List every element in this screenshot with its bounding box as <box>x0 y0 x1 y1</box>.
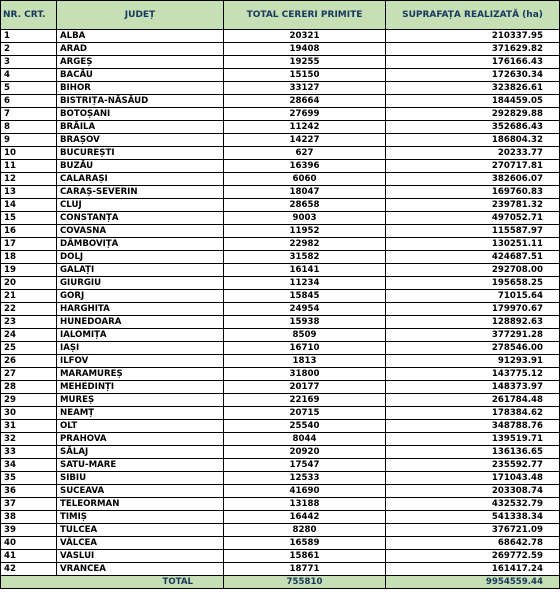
table-row <box>1 485 560 498</box>
suprafata: 186804.32 <box>386 134 560 147</box>
row-number: 13 <box>1 186 57 199</box>
county-name: BRAȘOV <box>57 134 224 147</box>
total-cereri: 17547 <box>224 459 386 472</box>
total-cereri: 20177 <box>224 381 386 394</box>
suprafata: 270717.81 <box>386 160 560 173</box>
suprafata: 176166.43 <box>386 56 560 69</box>
county-name: VASLUI <box>57 550 224 563</box>
row-number: 36 <box>1 485 57 498</box>
suprafata: 203308.74 <box>386 485 560 498</box>
row-number: 31 <box>1 420 57 433</box>
suprafata: 382606.07 <box>386 173 560 186</box>
total-cereri: 8509 <box>224 329 386 342</box>
total-cereri: 24954 <box>224 303 386 316</box>
total-cereri: 12533 <box>224 472 386 485</box>
row-number: 14 <box>1 199 57 212</box>
table-row <box>1 173 560 186</box>
county-name: CONSTANȚA <box>57 212 224 225</box>
suprafata: 541338.34 <box>386 511 560 524</box>
table-row <box>1 95 560 108</box>
header-judet: JUDEȚ <box>57 1 224 30</box>
row-number: 22 <box>1 303 57 316</box>
table-row <box>1 511 560 524</box>
total-cereri: 1813 <box>224 355 386 368</box>
row-number: 20 <box>1 277 57 290</box>
total-cereri: 18771 <box>224 563 386 576</box>
row-number: 39 <box>1 524 57 537</box>
total-cereri: 15861 <box>224 550 386 563</box>
suprafata: 136136.65 <box>386 446 560 459</box>
suprafata: 179970.67 <box>386 303 560 316</box>
total-cereri: 15845 <box>224 290 386 303</box>
row-number: 30 <box>1 407 57 420</box>
row-number: 40 <box>1 537 57 550</box>
county-name: GIURGIU <box>57 277 224 290</box>
table-row <box>1 316 560 329</box>
suprafata: 269772.59 <box>386 550 560 563</box>
table-row <box>1 394 560 407</box>
row-number: 4 <box>1 69 57 82</box>
suprafata: 115587.97 <box>386 225 560 238</box>
table-row <box>1 563 560 576</box>
total-row <box>1 576 560 589</box>
county-name: BISTRIȚA-NĂSĂUD <box>57 95 224 108</box>
total-cereri: 11952 <box>224 225 386 238</box>
table-row <box>1 212 560 225</box>
total-cereri: 15150 <box>224 69 386 82</box>
total-suprafata: 9954559.44 <box>386 576 560 589</box>
table-row <box>1 290 560 303</box>
total-cereri: 19255 <box>224 56 386 69</box>
total-cereri: 16141 <box>224 264 386 277</box>
row-number: 18 <box>1 251 57 264</box>
row-number: 2 <box>1 43 57 56</box>
suprafata: 323826.61 <box>386 82 560 95</box>
row-number: 1 <box>1 30 57 43</box>
header-total-cereri: TOTAL CERERI PRIMITE <box>224 1 386 30</box>
row-number: 35 <box>1 472 57 485</box>
county-name: SATU-MARE <box>57 459 224 472</box>
row-number: 24 <box>1 329 57 342</box>
row-number: 32 <box>1 433 57 446</box>
county-name: HUNEDOARA <box>57 316 224 329</box>
county-name: BOTOȘANI <box>57 108 224 121</box>
county-name: ILFOV <box>57 355 224 368</box>
table-row <box>1 121 560 134</box>
county-name: CALARAȘI <box>57 173 224 186</box>
county-name: ARGEȘ <box>57 56 224 69</box>
county-name: PRAHOVA <box>57 433 224 446</box>
header-row <box>1 1 560 30</box>
table-row <box>1 251 560 264</box>
row-number: 37 <box>1 498 57 511</box>
total-cereri: 8280 <box>224 524 386 537</box>
row-number: 15 <box>1 212 57 225</box>
row-number: 33 <box>1 446 57 459</box>
row-number: 8 <box>1 121 57 134</box>
table-row <box>1 225 560 238</box>
table-row <box>1 30 560 43</box>
total-cereri: 11242 <box>224 121 386 134</box>
total-cereri: 25540 <box>224 420 386 433</box>
county-name: MARAMUREȘ <box>57 368 224 381</box>
suprafata: 169760.83 <box>386 186 560 199</box>
county-name: ALBA <box>57 30 224 43</box>
row-number: 11 <box>1 160 57 173</box>
table-row <box>1 550 560 563</box>
county-name: DOLJ <box>57 251 224 264</box>
total-cereri: 16442 <box>224 511 386 524</box>
total-cereri: 22169 <box>224 394 386 407</box>
total-cereri: 16710 <box>224 342 386 355</box>
county-name: BIHOR <box>57 82 224 95</box>
table-row <box>1 524 560 537</box>
row-number: 5 <box>1 82 57 95</box>
county-name: BRĂILA <box>57 121 224 134</box>
row-number: 19 <box>1 264 57 277</box>
table-row <box>1 147 560 160</box>
suprafata: 20233.77 <box>386 147 560 160</box>
table-row <box>1 342 560 355</box>
county-name: VRANCEA <box>57 563 224 576</box>
table-row <box>1 433 560 446</box>
table-row <box>1 459 560 472</box>
total-cereri: 33127 <box>224 82 386 95</box>
total-cereri: 755810 <box>224 576 386 589</box>
table-row <box>1 498 560 511</box>
row-number: 38 <box>1 511 57 524</box>
total-cereri: 8044 <box>224 433 386 446</box>
total-cereri: 9003 <box>224 212 386 225</box>
county-name: MUREȘ <box>57 394 224 407</box>
table-row <box>1 160 560 173</box>
county-name: VÂLCEA <box>57 537 224 550</box>
table-row <box>1 186 560 199</box>
row-number: 3 <box>1 56 57 69</box>
total-cereri: 31800 <box>224 368 386 381</box>
suprafata: 497052.71 <box>386 212 560 225</box>
suprafata: 352686.43 <box>386 121 560 134</box>
row-number: 16 <box>1 225 57 238</box>
table-row <box>1 381 560 394</box>
county-name: TULCEA <box>57 524 224 537</box>
row-number: 26 <box>1 355 57 368</box>
total-cereri: 28664 <box>224 95 386 108</box>
county-name: BACĂU <box>57 69 224 82</box>
table-row <box>1 355 560 368</box>
total-cereri: 13188 <box>224 498 386 511</box>
total-cereri: 41690 <box>224 485 386 498</box>
suprafata: 178384.62 <box>386 407 560 420</box>
table-row <box>1 43 560 56</box>
county-name: MEHEDINȚI <box>57 381 224 394</box>
suprafata: 292829.88 <box>386 108 560 121</box>
county-name: SĂLAJ <box>57 446 224 459</box>
county-name: SIBIU <box>57 472 224 485</box>
total-cereri: 28658 <box>224 199 386 212</box>
county-name: HARGHITA <box>57 303 224 316</box>
total-cereri: 22982 <box>224 238 386 251</box>
county-name: CARAȘ-SEVERIN <box>57 186 224 199</box>
row-number: 34 <box>1 459 57 472</box>
table-row <box>1 264 560 277</box>
county-name: IAȘI <box>57 342 224 355</box>
table-row <box>1 199 560 212</box>
total-cereri: 16396 <box>224 160 386 173</box>
total-cereri: 20715 <box>224 407 386 420</box>
suprafata: 130251.11 <box>386 238 560 251</box>
county-name: NEAMȚ <box>57 407 224 420</box>
suprafata: 292708.00 <box>386 264 560 277</box>
row-number: 41 <box>1 550 57 563</box>
row-number: 23 <box>1 316 57 329</box>
suprafata: 68642.78 <box>386 537 560 550</box>
row-number: 17 <box>1 238 57 251</box>
total-cereri: 11234 <box>224 277 386 290</box>
suprafata: 172630.34 <box>386 69 560 82</box>
total-label: TOTAL <box>1 576 224 589</box>
table-row <box>1 407 560 420</box>
suprafata: 235592.77 <box>386 459 560 472</box>
county-name: DÂMBOVIȚA <box>57 238 224 251</box>
county-name: ARAD <box>57 43 224 56</box>
county-name: CLUJ <box>57 199 224 212</box>
suprafata: 148373.97 <box>386 381 560 394</box>
suprafata: 376721.09 <box>386 524 560 537</box>
total-cereri: 20920 <box>224 446 386 459</box>
row-number: 21 <box>1 290 57 303</box>
total-cereri: 14227 <box>224 134 386 147</box>
table-body <box>1 30 560 576</box>
table-row <box>1 472 560 485</box>
suprafata: 184459.05 <box>386 95 560 108</box>
suprafata: 371629.82 <box>386 43 560 56</box>
county-name: BUZĂU <box>57 160 224 173</box>
suprafata: 278546.00 <box>386 342 560 355</box>
suprafata: 171043.48 <box>386 472 560 485</box>
county-name: BUCUREȘTI <box>57 147 224 160</box>
suprafata: 432532.79 <box>386 498 560 511</box>
county-name: TELEORMAN <box>57 498 224 511</box>
row-number: 6 <box>1 95 57 108</box>
row-number: 25 <box>1 342 57 355</box>
table-row <box>1 134 560 147</box>
table-row <box>1 329 560 342</box>
total-cereri: 15938 <box>224 316 386 329</box>
table-row <box>1 69 560 82</box>
total-cereri: 6060 <box>224 173 386 186</box>
suprafata: 195658.25 <box>386 277 560 290</box>
row-number: 28 <box>1 381 57 394</box>
table-row <box>1 537 560 550</box>
suprafata: 261784.48 <box>386 394 560 407</box>
table-row <box>1 277 560 290</box>
total-cereri: 20321 <box>224 30 386 43</box>
header-suprafata: SUPRAFAȚA REALIZATĂ (ha) <box>386 1 560 30</box>
table-row <box>1 56 560 69</box>
total-cereri: 19408 <box>224 43 386 56</box>
total-cereri: 31582 <box>224 251 386 264</box>
suprafata: 424687.51 <box>386 251 560 264</box>
table-row <box>1 368 560 381</box>
table-row <box>1 108 560 121</box>
county-name: GORJ <box>57 290 224 303</box>
total-cereri: 27699 <box>224 108 386 121</box>
row-number: 9 <box>1 134 57 147</box>
suprafata: 128892.63 <box>386 316 560 329</box>
county-name: TIMIȘ <box>57 511 224 524</box>
total-cereri: 18047 <box>224 186 386 199</box>
table-row <box>1 446 560 459</box>
row-number: 27 <box>1 368 57 381</box>
suprafata: 139519.71 <box>386 433 560 446</box>
row-number: 7 <box>1 108 57 121</box>
total-cereri: 627 <box>224 147 386 160</box>
row-number: 10 <box>1 147 57 160</box>
row-number: 12 <box>1 173 57 186</box>
suprafata: 348788.76 <box>386 420 560 433</box>
suprafata: 239781.32 <box>386 199 560 212</box>
suprafata: 377291.28 <box>386 329 560 342</box>
county-name: SUCEAVA <box>57 485 224 498</box>
total-cereri: 16589 <box>224 537 386 550</box>
suprafata: 143775.12 <box>386 368 560 381</box>
row-number: 42 <box>1 563 57 576</box>
table-row <box>1 82 560 95</box>
county-name: IALOMIȚA <box>57 329 224 342</box>
suprafata: 210337.95 <box>386 30 560 43</box>
suprafata: 161417.24 <box>386 563 560 576</box>
table-row <box>1 303 560 316</box>
county-name: COVASNA <box>57 225 224 238</box>
row-number: 29 <box>1 394 57 407</box>
table-row <box>1 420 560 433</box>
county-name: OLT <box>57 420 224 433</box>
suprafata: 91293.91 <box>386 355 560 368</box>
suprafata: 71015.64 <box>386 290 560 303</box>
header-nr-crt: NR. CRT. <box>1 1 57 30</box>
county-name: GALAȚI <box>57 264 224 277</box>
table-row <box>1 238 560 251</box>
